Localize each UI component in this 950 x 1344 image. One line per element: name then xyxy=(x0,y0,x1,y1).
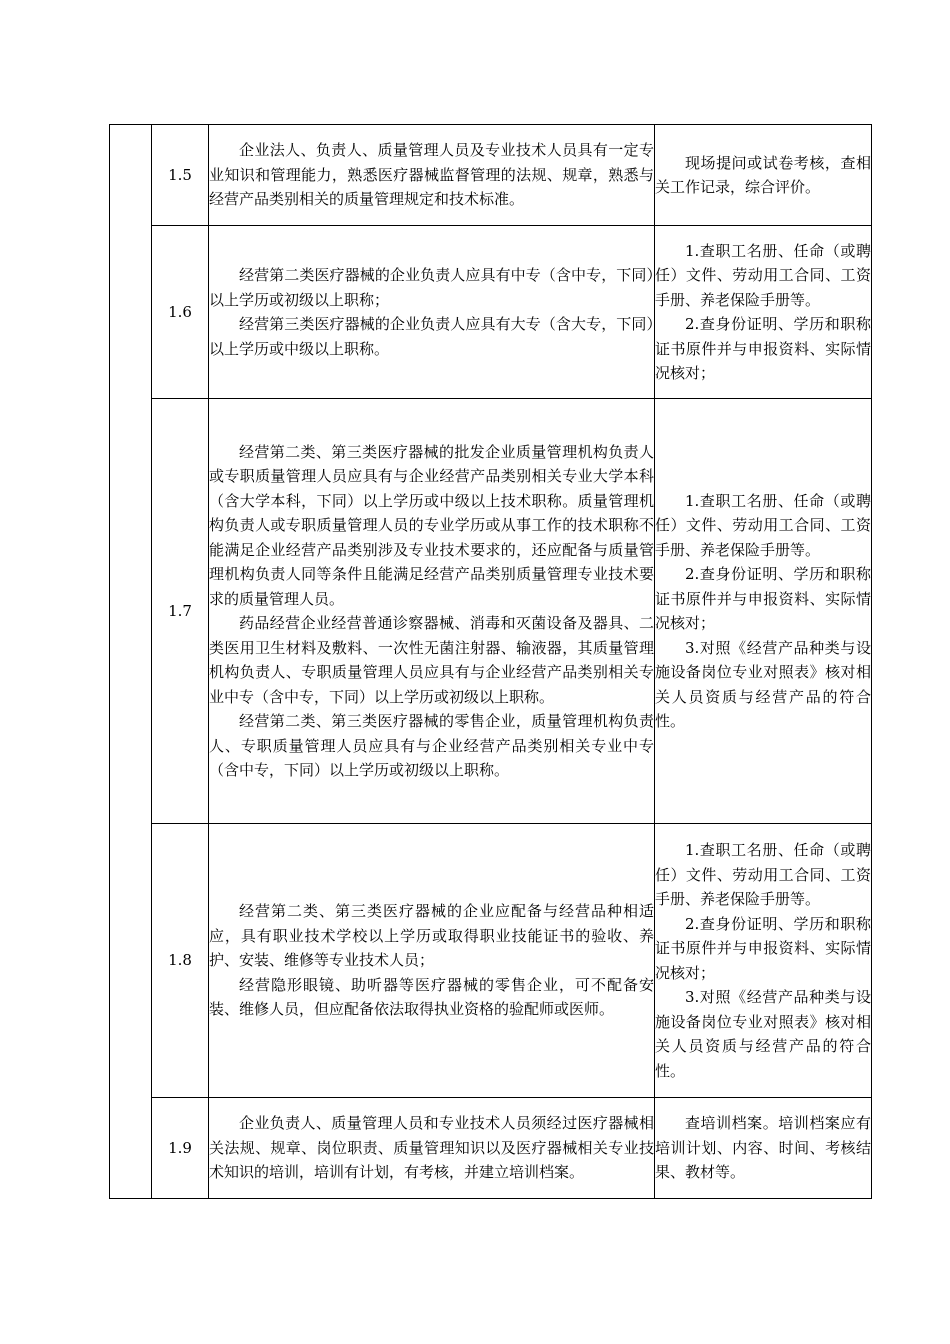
table-row xyxy=(110,1098,872,1199)
requirement-cell xyxy=(209,399,655,824)
requirement-cell xyxy=(209,824,655,1098)
check-method-text: 2.查身份证明、学历和职称证书原件并与申报资料、实际情况核对； xyxy=(655,315,871,382)
requirement-text: 经营第二类医疗器械的企业负责人应具有中专（含中专，下同）以上学历或初级以上职称； xyxy=(209,266,654,309)
check-method-text: 查培训档案。培训档案应有培训计划、内容、时间、考核结果、教材等。 xyxy=(655,1114,871,1182)
item-number: 1.7 xyxy=(152,399,209,824)
check-method-cell xyxy=(655,125,872,226)
check-method-cell xyxy=(655,226,872,399)
table-row xyxy=(110,125,872,226)
check-method-text: 3.对照《经营产品种类与设施设备岗位专业对照表》核对相关人员资质与经营产品的符合性。 xyxy=(655,988,871,1080)
check-method-text: 1.查职工名册、任命（或聘任）文件、劳动用工合同、工资手册、养老保险手册等。 xyxy=(655,491,871,559)
check-method-cell xyxy=(655,399,872,824)
table-row xyxy=(110,226,872,399)
check-method-cell xyxy=(655,1098,872,1199)
check-method-text: 2.查身份证明、学历和职称证书原件并与申报资料、实际情况核对； xyxy=(655,565,871,632)
item-number: 1.8 xyxy=(152,824,209,1098)
requirement-text: 经营隐形眼镜、助听器等医疗器械的零售企业，可不配备安装、维修人员，但应配备依法取得执业资格的验配师或医师。 xyxy=(209,975,654,1019)
check-method-text: 现场提问或试卷考核，查相关工作记录，综合评价。 xyxy=(655,153,871,196)
check-method-text: 3.对照《经营产品种类与设施设备岗位专业对照表》核对相关人员资质与经营产品的符合性。 xyxy=(655,638,871,730)
requirement-cell xyxy=(209,226,655,399)
requirement-text: 经营第二类、第三类医疗器械的企业应配备与经营品种相适应，具有职业技术学校以上学历或取得职业技能证书的验收、养护、安装、维修等专业技术人员； xyxy=(209,902,654,970)
check-method-text: 1.查职工名册、任命（或聘任）文件、劳动用工合同、工资手册、养老保险手册等。 xyxy=(655,241,871,309)
check-method-text: 1.查职工名册、任命（或聘任）文件、劳动用工合同、工资手册、养老保险手册等。 xyxy=(655,841,871,908)
item-number: 1.9 xyxy=(152,1098,209,1199)
requirement-text: 经营第二类、第三类医疗器械的批发企业质量管理机构负责人或专职质量管理人员应具有与企业经营产品类别相关专业大学本科（含大学本科，下同）以上学历或中级以上技术职称。质量管理机构负责人或专职质量管理人员的专业学历或从事工作的技术职称不能满足企业经营产品类别涉及专业技术要求的，还应配备与质量管理机构负责人同等条件且能满足经营产品类别质量管理专业技术要求的质量管理人员。 xyxy=(209,442,654,608)
requirement-text: 企业负责人、质量管理人员和专业技术人员须经过医疗器械相关法规、规章、岗位职责、质量管理知识以及医疗器械相关专业技术知识的培训，培训有计划，有考核，并建立培训档案。 xyxy=(209,1114,654,1182)
table-row xyxy=(110,399,872,824)
item-number: 1.6 xyxy=(152,226,209,399)
requirement-text: 经营第二类、第三类医疗器械的零售企业，质量管理机构负责人、专职质量管理人员应具有与企业经营产品类别相关专业中专（含中专，下同）以上学历或初级以上职称。 xyxy=(209,712,654,779)
requirement-cell xyxy=(209,125,655,226)
check-method-text: 2.查身份证明、学历和职称证书原件并与申报资料、实际情况核对； xyxy=(655,914,871,982)
check-method-cell xyxy=(655,824,872,1098)
requirement-text: 经营第三类医疗器械的企业负责人应具有大专（含大专，下同）以上学历或中级以上职称。 xyxy=(209,315,654,358)
category-cell xyxy=(110,125,152,1199)
requirement-text: 企业法人、负责人、质量管理人员及专业技术人员具有一定专业知识和管理能力，熟悉医疗器械监督管理的法规、规章，熟悉与经营产品类别相关的质量管理规定和技术标准。 xyxy=(209,141,654,209)
requirements-table xyxy=(109,124,872,1199)
requirement-text: 药品经营企业经营普通诊察器械、消毒和灭菌设备及器具、二类医用卫生材料及敷料、一次性无菌注射器、输液器，其质量管理机构负责人、专职质量管理人员应具有与企业经营产品类别相关专业中专（含中专，下同）以上学历或初级以上职称。 xyxy=(209,614,654,706)
requirement-cell xyxy=(209,1098,655,1199)
item-number: 1.5 xyxy=(152,125,209,226)
table-row xyxy=(110,824,872,1098)
